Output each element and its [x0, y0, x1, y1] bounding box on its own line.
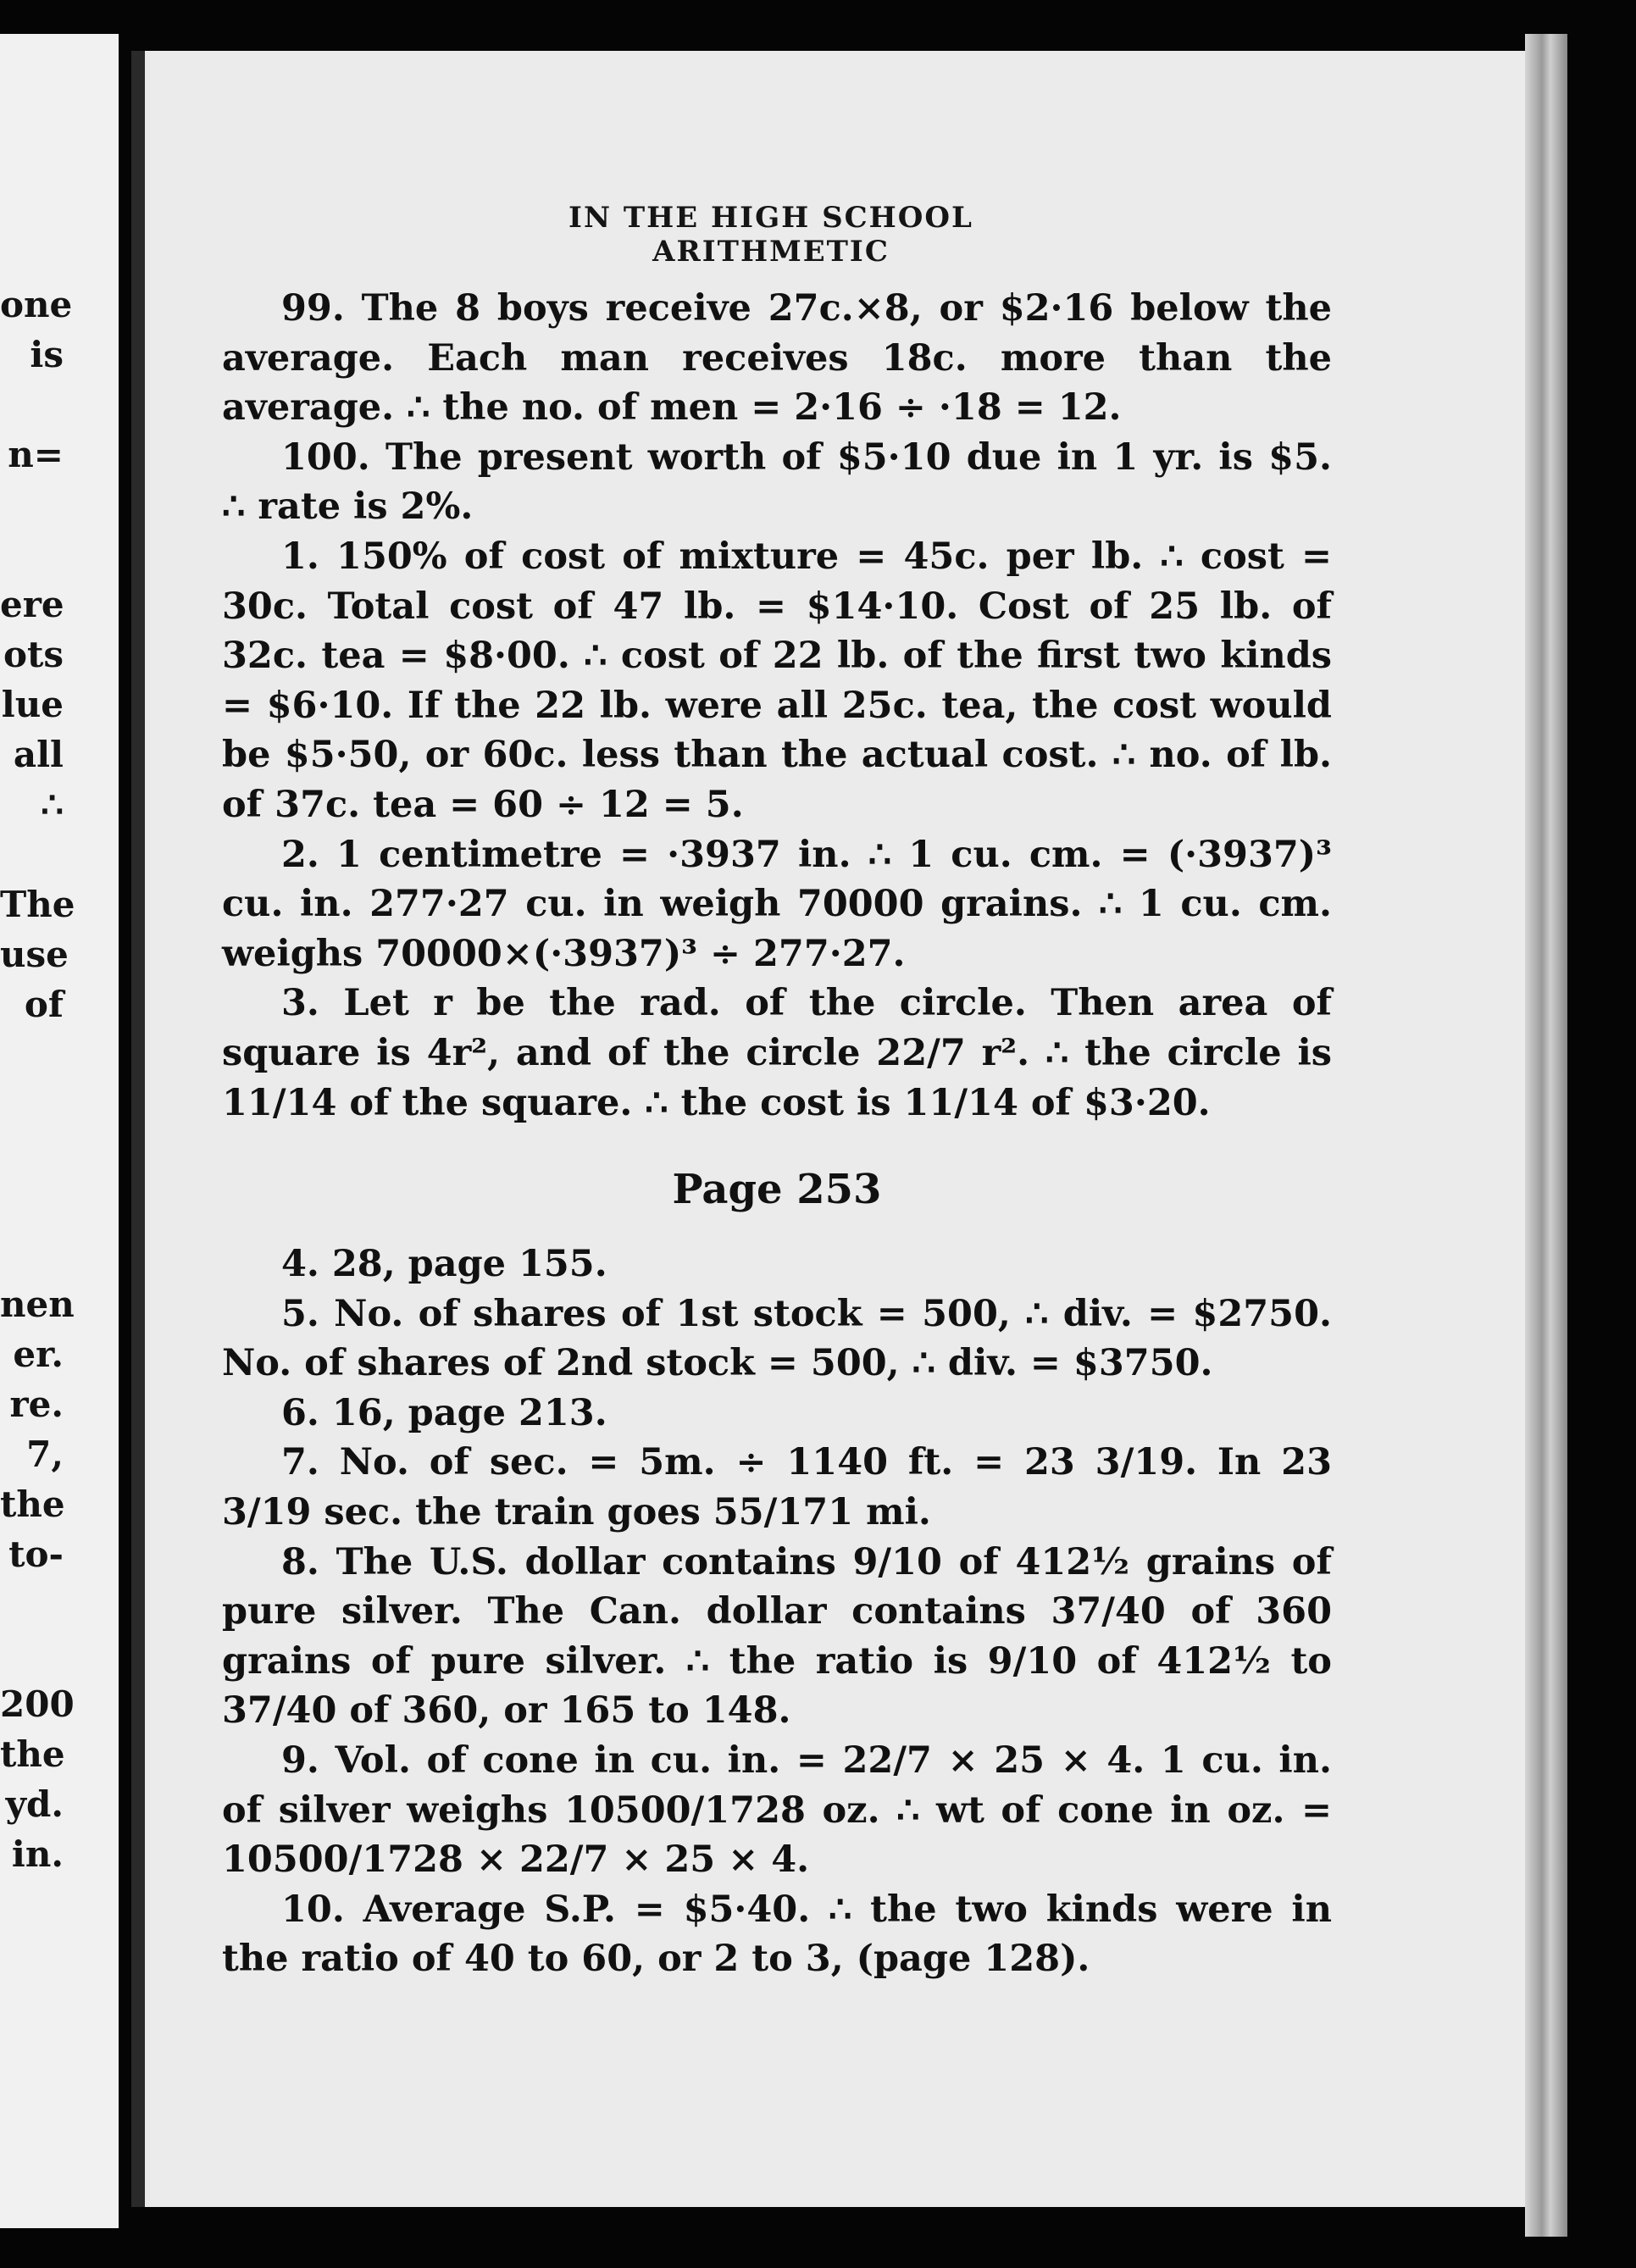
facing-page-fragment	[0, 1579, 64, 1629]
facing-page-fragment	[0, 1179, 64, 1229]
facing-page-fragment	[0, 480, 64, 530]
facing-page-fragment	[0, 530, 64, 579]
facing-page-fragment: n=	[8, 434, 64, 475]
facing-page-fragment: The	[0, 884, 75, 925]
answer-99: 99. The 8 boys receive 27c.×8, or $2·16 below the average. Each man receives 18c. more than the average. ∴ the no. of men = 2·16 ÷ ·18 = 12.	[222, 287, 1332, 430]
answer-1: 1. 150% of cost of mixture = 45c. per lb. ∴ cost = 30c. Total cost of 47 lb. = $14·10. Cost of 25 lb. of 32c. tea = $8·00. ∴ cost of 22 lb. of the first two kinds = $6·10. If the 22 lb. were all 25c. tea, the cost would be $5·50, or 60c. less than the actual cost. ∴ no. of lb. of 37c. tea = 60 ÷ 12 = 5.	[222, 535, 1332, 826]
facing-page-fragment: all	[13, 734, 64, 775]
facing-page-fragment: ots	[3, 634, 64, 675]
answer-4: 4. 28, page 155.	[281, 1243, 607, 1286]
answer-10: 10. Average S.P. = $5·40. ∴ the two kinds were in the ratio of 40 to 60, or 2 to 3, (page 128).	[222, 1888, 1332, 1981]
facing-page-fragment	[0, 1029, 64, 1079]
answer-2: 2. 1 centimetre = ·3937 in. ∴ 1 cu. cm. = (·3937)³ cu. in. 277·27 cu. in weigh 70000 grains. ∴ 1 cu. cm. weighs 70000×(·3937)³ ÷ 277·27.	[222, 833, 1332, 975]
facing-page-fragment: the	[0, 1733, 65, 1775]
answer-5: 5. No. of shares of 1st stock = 500, ∴ div. = $2750. No. of shares of 2nd stock = 500, ∴ div. = $3750.	[222, 1292, 1332, 1385]
facing-page-fragment	[0, 1129, 64, 1179]
facing-page-fragment: ere	[0, 584, 64, 625]
facing-page-fragment: yd.	[5, 1783, 64, 1825]
page-body	[222, 186, 1332, 1984]
running-head: IN THE HIGH SCHOOL ARITHMETIC	[568, 201, 973, 269]
facing-page-fragment	[0, 380, 64, 430]
facing-page-fragment: ∴	[41, 784, 64, 825]
facing-page-fragment: use	[0, 934, 69, 975]
facing-page-fragment: er.	[13, 1334, 64, 1375]
facing-page-fragment	[0, 829, 64, 879]
answer-6: 6. 16, page 213.	[281, 1391, 607, 1434]
facing-page-fragment: to-	[8, 1533, 64, 1575]
answer-3: 3. Let r be the rad. of the circle. Then area of square is 4r², and of the circle 22/7 r². ∴ the circle is 11/14 of the square. ∴ the cost is 11/14 of $3·20.	[222, 982, 1332, 1124]
facing-page-fragment: nen	[0, 1284, 75, 1325]
page-spine-edge	[131, 51, 145, 2207]
facing-page-fragment: the	[0, 1483, 65, 1525]
answer-8: 8. The U.S. dollar contains 9/10 of 412½ grains of pure silver. The Can. dollar contains 37/40 of 360 grains of pure silver. ∴ the ratio is 9/10 of 412½ to 37/40 of 360, or 165 to 148.	[222, 1540, 1332, 1733]
facing-page-fragment: 7,	[26, 1433, 64, 1475]
answer-7: 7. No. of sec. = 5m. ÷ 1140 ft. = 23 3/19. In 23 3/19 sec. the train goes 55/171 mi.	[222, 1441, 1332, 1534]
facing-page-fragment	[0, 1079, 64, 1129]
page-stack-edge	[1525, 34, 1567, 2237]
page-heading: Page 253	[672, 1166, 882, 1214]
facing-page-fragment: re.	[9, 1384, 64, 1425]
answer-100: 100. The present worth of $5·10 due in 1 yr. is $5. ∴ rate is 2%.	[222, 435, 1332, 529]
facing-page-fragment: of	[24, 984, 64, 1025]
facing-page-fragment: one	[0, 284, 73, 325]
facing-page-fragment: 200	[0, 1683, 75, 1725]
facing-page-fragment	[0, 1229, 64, 1279]
answer-9: 9. Vol. of cone in cu. in. = 22/7 × 25 × 4. 1 cu. in. of silver weighs 10500/1728 oz. ∴ wt of cone in oz. = 10500/1728 × 22/7 × 25 × 4.	[222, 1739, 1332, 1882]
facing-page-margin-text	[0, 280, 75, 1879]
facing-page-fragment	[0, 1629, 64, 1679]
facing-page-fragment: in.	[11, 1833, 64, 1875]
facing-page-fragment: lue	[1, 684, 64, 725]
facing-page-fragment: is	[30, 334, 64, 375]
